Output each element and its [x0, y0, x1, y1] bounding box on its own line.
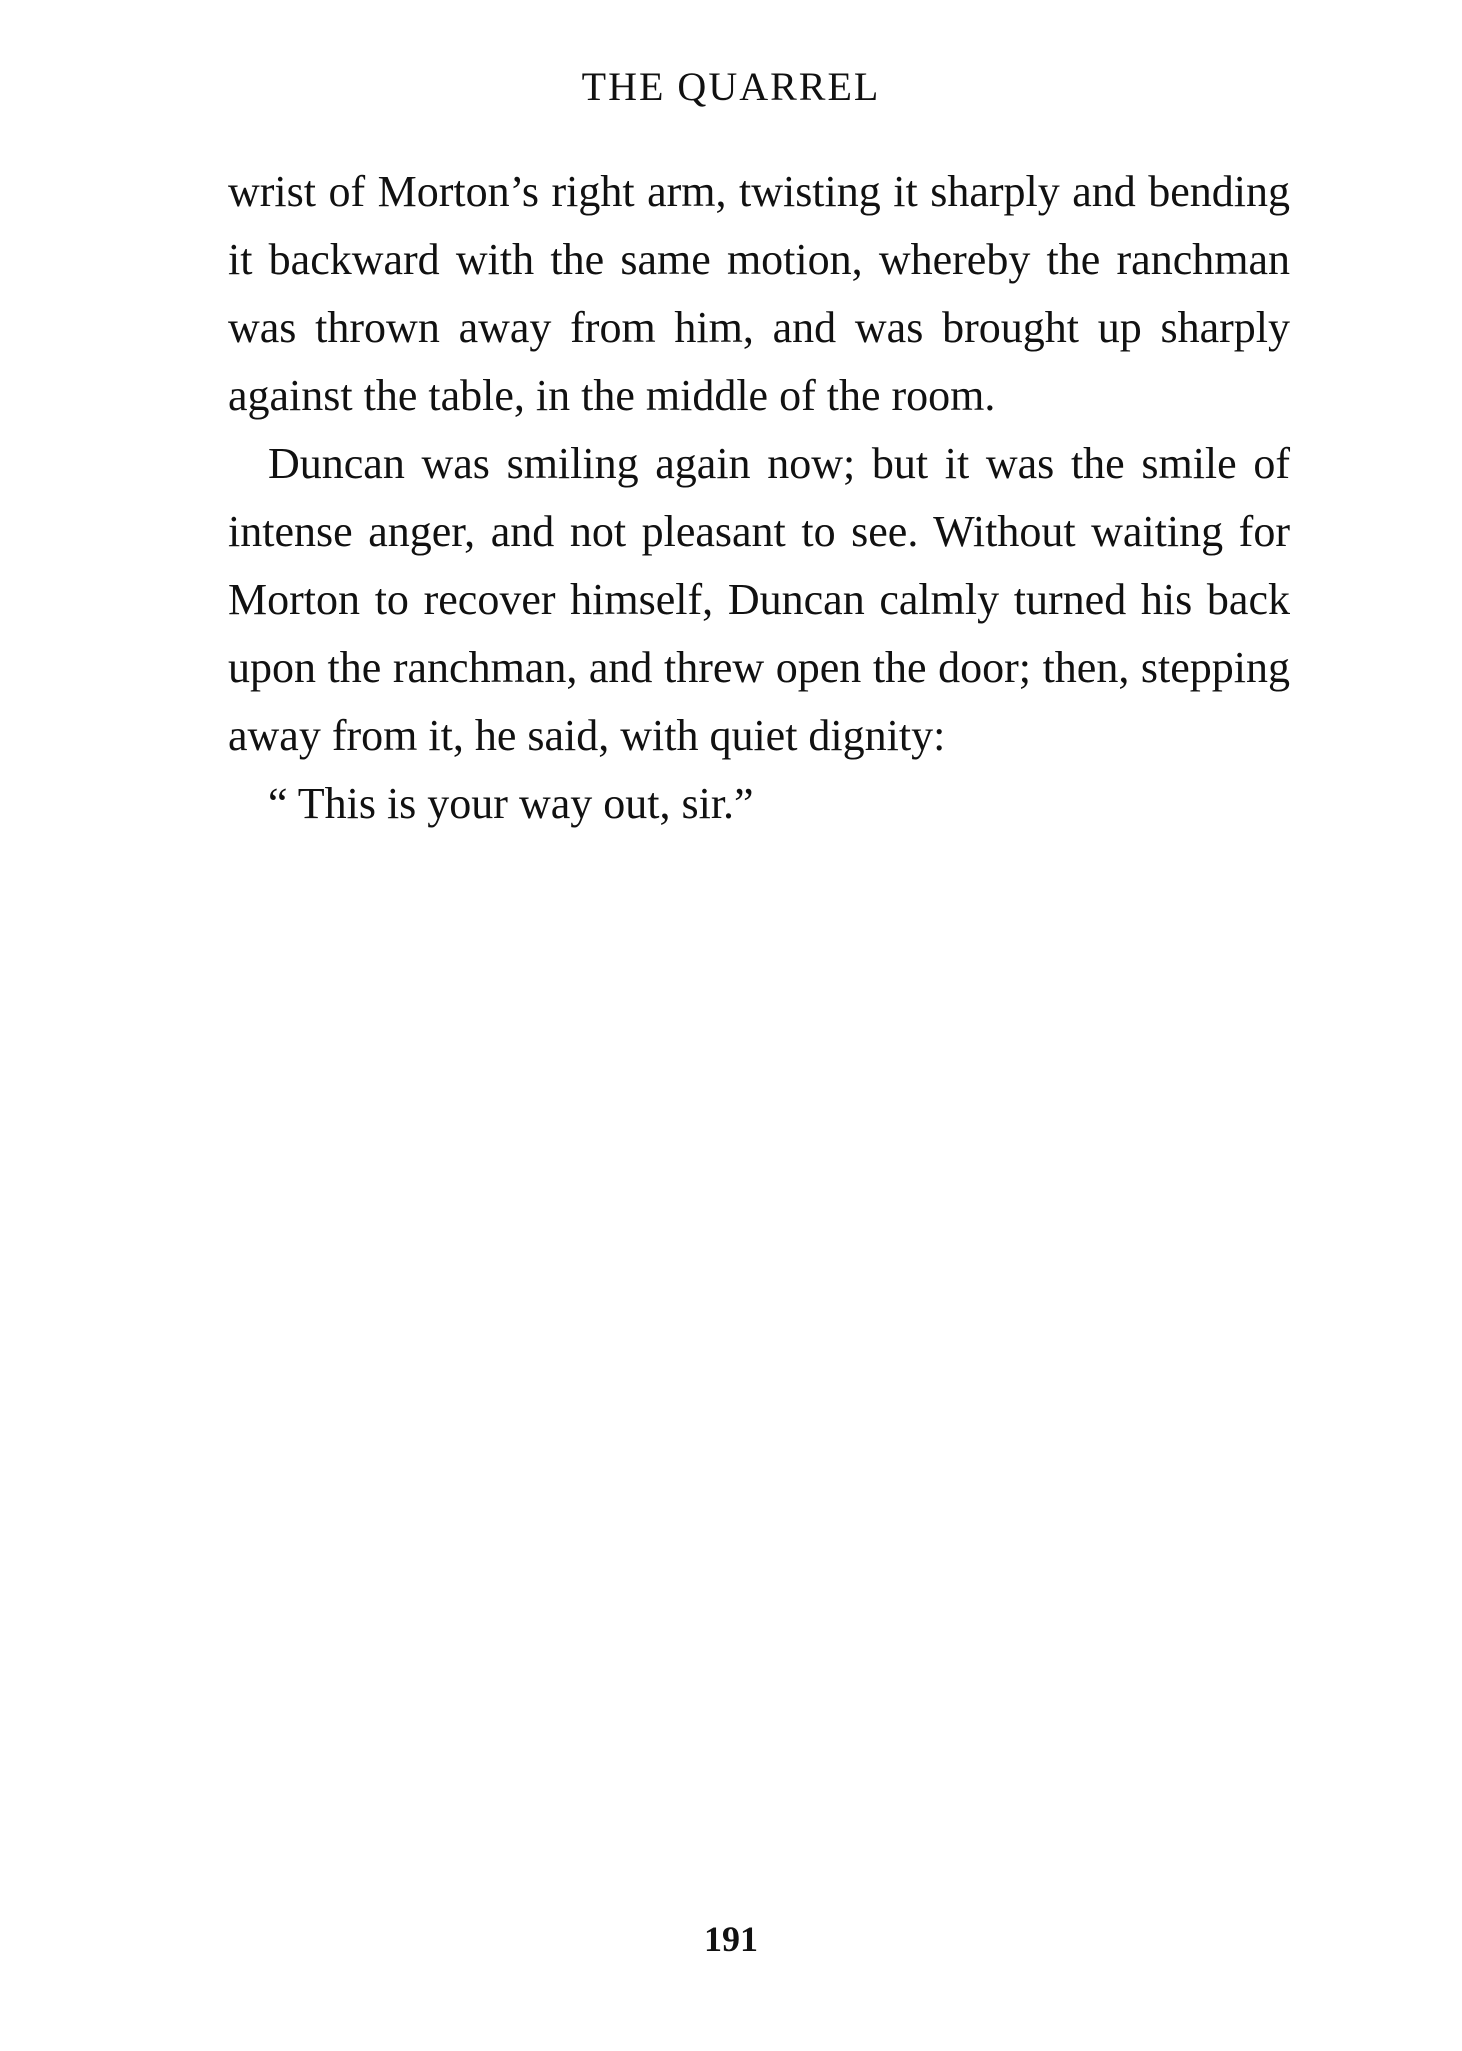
paragraph-continuation: wrist of Morton’s right arm, twisting it sharply and bending it backward with the same motion, whereby the ranchman was thrown away from him, and was brought up sharply against the table, in the middle of the room.: [228, 167, 1290, 420]
running-head: THE QUARREL: [581, 64, 881, 109]
page-number: 191: [704, 1919, 758, 1959]
paragraph-dialogue: “ This is your way out, sir.”: [268, 779, 754, 828]
body-text: [228, 158, 1290, 838]
paragraph-duncan-smiling: Duncan was smiling again now; but it was the smile of intense anger, and not pleasant to see. Without waiting for Morton to recover himself, Duncan calmly turned his back upon the ranchman, and threw open the door; then, stepping away from it, he said, with quiet dignity:: [228, 439, 1290, 760]
